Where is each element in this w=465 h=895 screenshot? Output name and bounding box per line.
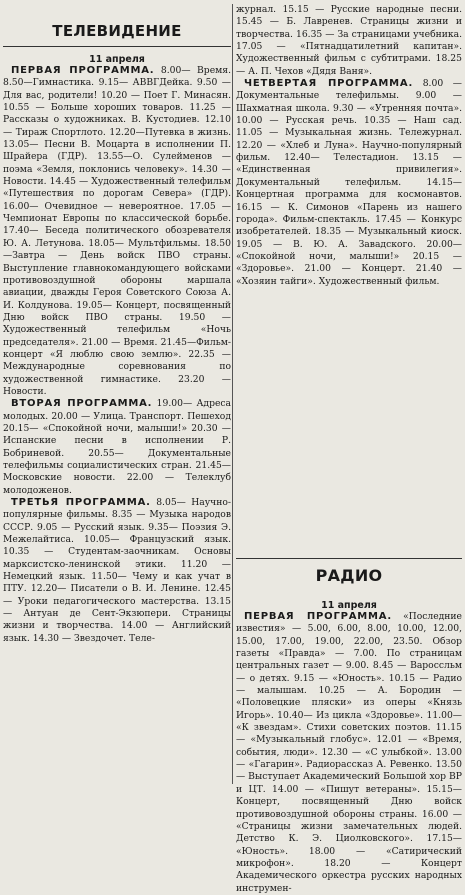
tv-date: 11 апреля: [89, 54, 145, 65]
radio-date: 11 апреля: [321, 600, 377, 611]
tv-first-program: [3, 65, 231, 398]
tv-section-title: ТЕЛЕВИДЕНИЕ: [52, 22, 182, 40]
tv-fourth-program-title: ЧЕТВЕРТАЯ ПРОГРАММА.: [244, 78, 414, 90]
tv-second-program-text: 19.00— Адреса молодых. 20.00 — Улица. Транспорт. Пешеход 20.15— «Спокойной ночи, малыши!» 20.30 — Испанские песни в исполнении Р. Бобриневой. 20.55— Документальные телефильмы социалистических стран. 21.45— Московские новости. 22.00 — Телеклуб молодоженов.: [3, 398, 232, 496]
tv-first-program-text: 8.00— Время. 8.50—Гимнастика. 9.15— АВВГДейка. 9.50 — Для вас, родители! 10.20 — Поет Г. Минасян. 10.55 — Больше хороших товаров. 11.25 — Рассказы о художниках. В. Кустодиев. 12.10 — Тираж Спортлото. 12.20—Путевка в жизнь. 13.05— Песни В. Моцарта в исполнении П. Шрайера (ГДР). 13.55—О. Сулейменов — поэма «Земля, поклонись человеку». 14.30 — Новости. 14.45 — Художественный телефильм «Путешествия по дорогам Севера» (ГДР). 16.00— Очевидное — невероятное. 17.05 — Чемпионат Европы по классической борьбе. 17.40— Беседа политического обозревателя Ю. А. Летунова. 18.05— Мультфильмы. 18.50—Завтра — День войск ПВО страны. Выступление главнокомандующего войсками противовоздушной обороны маршала авиации, дважды Героя Советского Союза А. И. Колдунова. 19.05— Концерт, посвященный Дню войск ПВО страны. 19.50 — Художественный телефильм «Ночь председателя». 21.00 — Время. 21.45—Фильм-концерт «Я люблю свою землю». 22.35 — Международные соревнования по художественной гимнастике. 23.20 — Новости.: [3, 65, 231, 397]
radio-first-program: [236, 611, 462, 895]
radio-first-program-title: ПЕРВАЯ ПРОГРАММА.: [244, 611, 392, 622]
tv-first-program-title: ПЕРВАЯ ПРОГРАММА.: [11, 65, 155, 76]
radio-section-title: РАДИО: [315, 566, 383, 585]
radio-first-program-text: «Последние известия» — 5.00, 6.00, 8.00, 10.00, 12.00, 15.00, 17.00, 19.00, 22.00, 23.50. Обзор газеты «Правда» — 7.00. По страницам центральных газет — 9.00. 8.45 — Вароссльм — о детях. 9.15 — «Юность». 10.15 — Радио — малышам. 10.25 — А. Бородин — «Половецкие пляски» из оперы «Князь Игорь». 10.40— Из цикла «Здоровье». 11.00— «К звездам». Стихи советских поэтов. 11.15 — «Музыкальный глобус». 12.01 — «Время, события, люди». 12.30 — «С улыбкой». 13.00 — «Гагарин». Радиорассказ А. Ревенко. 13.50 — Выступает Академический Большой хор ВР и ЦТ. 14.00 — «Пишут ветераны». 15.15—Концерт, посвященный Дню войск противовоздушной обороны страны. 16.00 — «Страницы жизни замечательных людей. Детство К. Э. Циолковского». 17.15— «Юность». 18.00 — «Сатирический микрофон». 18.20 — Концерт Академического оркестра русских народных инструмен-: [236, 611, 462, 894]
tv-second-program: [3, 398, 231, 497]
tv-third-program-text: 8.05— Научно-популярные фильмы. 8.35 — Музыка народов СССР. 9.05 — Русский язык. 9.35— Поэзия Э. Межелайтиса. 10.05— Французский язык. 10.35 — Студентам-заочникам. Основы марксистско-ленинской этики. 11.20 — Немецкий язык. 11.50— Чему и как учат в ПТУ. 12.20— Писатели о В. И. Ленине. 12.45— Уроки педагогического мастерства. 13.15 — Антуан де Сент-Экзюпери. Страницы жизни и творчества. 14.00 — Английский язык. 14.30 — Звездочет. Теле-: [3, 497, 231, 644]
title-rule: [3, 46, 231, 47]
column-divider: [232, 4, 233, 784]
tv-schedule: [3, 54, 231, 645]
tv-third-program-continuation: журнал. 15.15 — Русские народные песни. 15.45 — Б. Лавренев. Страницы жизни и творчества. 16.35 — За страницами учебника. 17.05 — «Пятнадцатилетний капитан». Художественный фильм с субтитрами. 18.25 — А. П. Чехов «Дядя Ваня».: [236, 4, 462, 77]
radio-top-rule: [236, 558, 462, 559]
tv-third-program-title: ТРЕТЬЯ ПРОГРАММА.: [11, 497, 151, 509]
tv-second-program-title: ВТОРАЯ ПРОГРАММА.: [11, 398, 153, 410]
radio-schedule: [236, 600, 462, 895]
tv-fourth-program-text: 8.00 — Документальные телефильмы. 9.00 — Шахматная школа. 9.30 — «Утренняя почта». 10.00 — Русская речь. 10.35 — Наш сад. 11.05 — Музыкальная жизнь. Тележурнал. 12.20 — «Хлеб и Луна». Научно-популярный фильм. 12.40— Телестадион. 13.15 — «Единственная привилегия». Документальный телефильм. 14.15— Концертная программа для космонавтов. 16.15 — К. Симонов «Парень из нашего города». Фильм-спектакль. 17.45 — Конкурс изобретателей. 18.35 — Музыкальный киоск. 19.05 — В. Ю. А. Завадского. 20.00— «Спокойной ночи, малыши!» 20.15 — «Здоровье». 21.00 — Концерт. 21.40 — «Хозяин тайги». Художественный фильм.: [236, 78, 462, 287]
tv-schedule-continued: [236, 4, 462, 288]
tv-third-program: [3, 497, 231, 645]
tv-fourth-program: [236, 78, 462, 288]
